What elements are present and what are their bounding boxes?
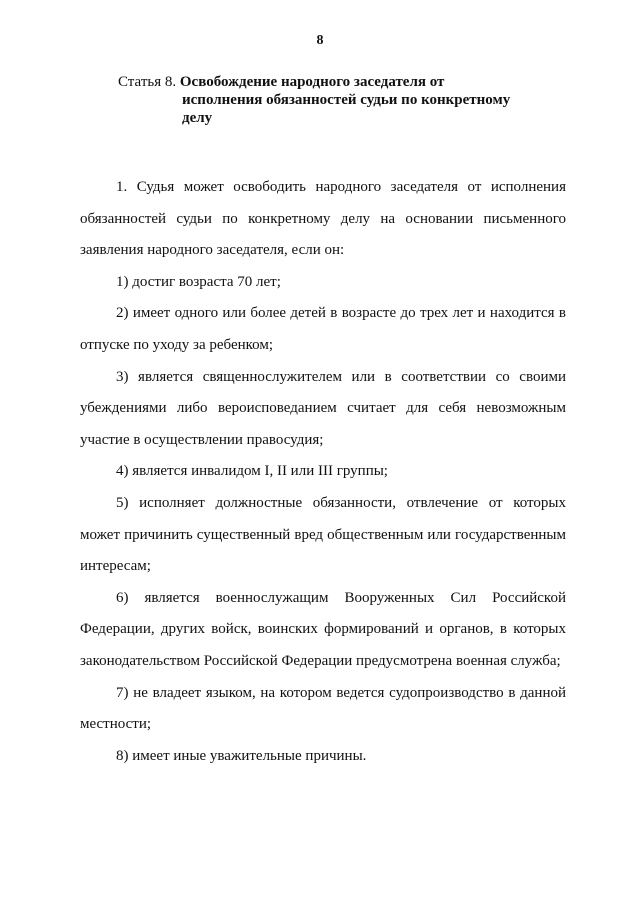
article-title-line-1: Освобождение народного заседателя от xyxy=(179,74,445,90)
list-item-5: 5) исполняет должностные обязанности, отвлечение от которых может причинить существенный вред общественным или государственным интересам; xyxy=(80,494,566,575)
article-body xyxy=(80,172,566,772)
list-item-6: 6) является военнослужащим Вооруженных Сил Российской Федерации, других войск, воинских формирований и органов, в которых законодательством Российской Федерации предусмотрена военная служба; xyxy=(80,589,566,669)
article-label: Статья 8. xyxy=(118,74,177,90)
page-number: 8 xyxy=(316,33,324,48)
list-item-3: 3) является священнослужителем или в соответствии со своими убеждениями либо вероисповеданием считает для себя невозможным участие в осуществлении правосудия; xyxy=(80,368,566,448)
article-heading xyxy=(118,73,538,127)
list-item-4: 4) является инвалидом I, II или III группы; xyxy=(116,463,388,480)
list-item-2: 2) имеет одного или более детей в возрасте до трех лет и находится в отпуске по уходу за ребенком; xyxy=(80,305,566,353)
paragraph-intro: 1. Судья может освободить народного заседателя от исполнения обязанностей судьи по конкретному делу на основании письменного заявления народного заседателя, если он: xyxy=(80,179,566,259)
list-item-1: 1) достиг возраста 70 лет; xyxy=(116,273,281,290)
article-title-line-3: делу xyxy=(182,110,213,126)
list-item-7: 7) не владеет языком, на котором ведется судопроизводство в данной местности; xyxy=(80,684,566,733)
article-title-line-2: исполнения обязанностей судьи по конкретному xyxy=(182,92,511,108)
list-item-8: 8) имеет иные уважительные причины. xyxy=(116,747,367,764)
